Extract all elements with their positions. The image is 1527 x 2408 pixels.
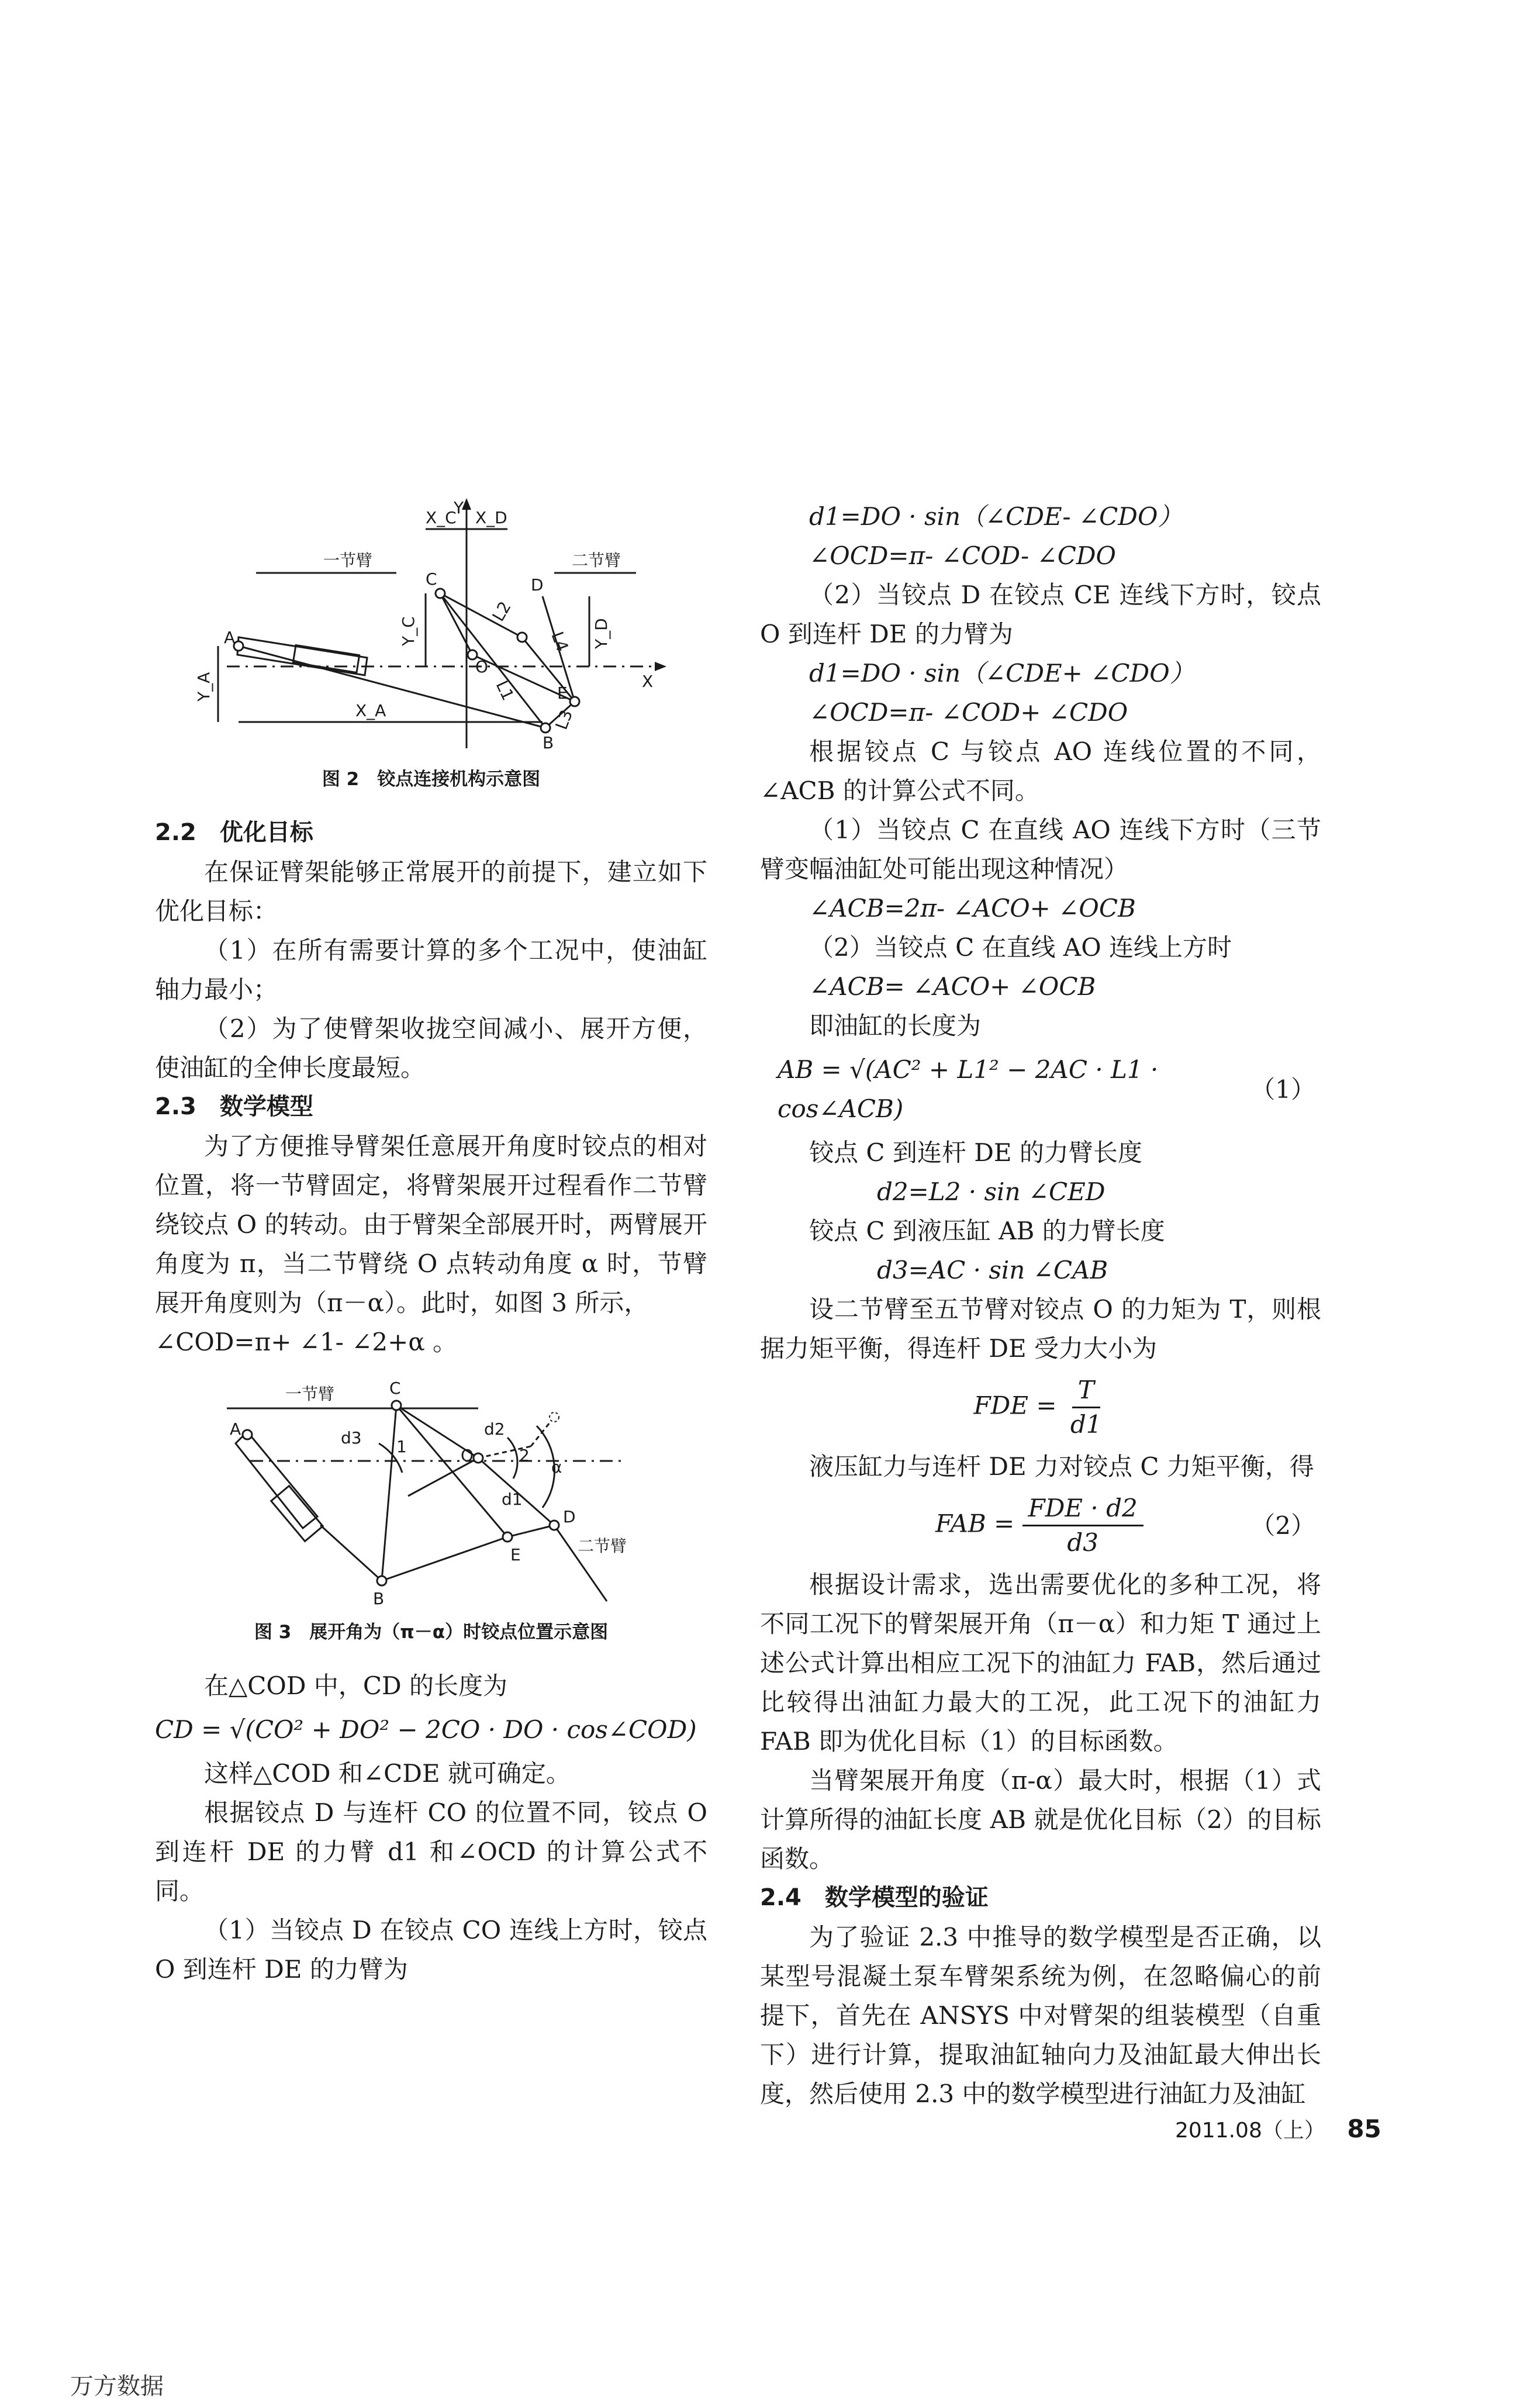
formula-fde [760,1374,1321,1441]
watermark: 万方数据 [70,2373,164,2400]
equation-1-body: AB = √(AC² + L1² − 2AC · L1 · cos∠ACB) [778,1055,1159,1123]
fig2-C: C [425,569,437,589]
fig3-O: O [460,1446,474,1465]
fig2-arm1: 一节臂 [323,551,372,570]
formula: ∠OCD=π- ∠COD+ ∠CDO [809,698,1128,727]
left-paragraph: （1）在所有需要计算的多个工况中，使油缸轴力最小； [155,936,707,1004]
fig2-arm2: 二节臂 [571,551,621,570]
fig3-C: C [389,1379,401,1398]
right-paragraph: 根据铰点 C 与铰点 AO 连线位置的不同，∠ACB 的计算公式不同。 [760,737,1321,805]
left-paragraph: ∠COD=π+ ∠1- ∠2+α 。 [155,1328,458,1356]
left-paragraph: 在保证臂架能够正常展开的前提下，建立如下优化目标： [155,858,707,925]
equation-2-number: （2） [1250,1511,1315,1540]
formula-cd: CD = √(CO² + DO² − 2CO · DO · cos∠COD) [155,1715,697,1744]
left-paragraph: （2）为了使臂架收拢空间减小、展开方便，使油缸的全伸长度最短。 [155,1014,707,1082]
fig3-arm2: 二节臂 [577,1536,627,1556]
page-footer [1175,2114,1381,2144]
fig3-alpha: α [551,1457,562,1477]
fig2-l3: L3 [551,707,576,733]
fig2-l4: L4 [547,629,572,654]
fab-numerator: FDE · d2 [1022,1492,1143,1526]
fab-fraction [1022,1492,1143,1559]
figure-2-caption: 图 2 铰点连接机构示意图 [322,769,541,790]
fde-fraction [1065,1374,1108,1441]
fig2-yc: Y_C [398,616,418,646]
fig2-l2: L2 [488,598,515,625]
figure-2 [192,497,671,754]
fig2-A: A [223,628,235,647]
fig3-B: B [372,1589,384,1607]
issue-date: 2011.08（上） [1175,2119,1325,2143]
right-paragraph: （2）当铰点 D 在铰点 CE 连线下方时，铰点 O 到连杆 DE 的力臂为 [760,581,1321,648]
right-column [760,497,1321,2113]
fig2-O: O [475,657,488,676]
equation-2 [760,1492,1321,1559]
formula: d3=AC · sin ∠CAB [877,1256,1108,1284]
fig3-d1: d1 [501,1490,523,1509]
fig3-arm1: 一节臂 [285,1384,334,1404]
formula: ∠ACB= ∠ACO+ ∠OCB [809,972,1096,1001]
left-paragraph: 这样△COD 和∠CDE 就可确定。 [204,1759,571,1788]
equation-1 [760,1050,1321,1128]
fab-expression [935,1492,1143,1559]
right-paragraph: 设二节臂至五节臂对铰点 O 的力矩为 T，则根据力矩平衡，得连杆 DE 受力大小为 [760,1295,1321,1363]
fig3-D: D [562,1507,576,1526]
equation-1-number: （1） [1250,1075,1315,1104]
fig2-xd: X_D [475,508,507,527]
left-column [155,497,707,1989]
right-paragraph: 铰点 C 到液压缸 AB 的力臂长度 [809,1217,1165,1245]
formula: ∠ACB=2π- ∠ACO+ ∠OCB [809,894,1136,923]
fig2-y: Y [453,498,464,517]
section-2-4-title: 2.4 数学模型的验证 [760,1884,989,1911]
section-2-2-title: 2.2 优化目标 [155,819,313,846]
fig2-E: E [557,683,568,703]
fig2-D: D [530,575,544,595]
right-paragraph: 即油缸的长度为 [809,1011,982,1040]
fig3-angle1: 1 [396,1437,407,1456]
figure-3-caption: 图 3 展开角为（π－α）时铰点位置示意图 [254,1622,609,1643]
page-number: 85 [1347,2115,1381,2143]
fig3-angle2: 2 [519,1446,530,1465]
fig2-B: B [542,733,554,752]
left-paragraph: 在△COD 中，CD 的长度为 [204,1671,508,1700]
left-paragraph: 为了方便推导臂架任意展开角度时铰点的相对位置，将一节臂固定，将臂架展开过程看作二节臂绕铰点 O 的转动。由于臂架全部展开时，两臂展开角度为 π，当二节臂绕 O 点转动角度 α 时，节臂展开角度则为（π－α）。此时，如图 3 所示， [155,1132,707,1317]
fig3-d3: d3 [340,1428,362,1447]
fab-lhs: FAB = [935,1509,1015,1538]
right-paragraph: 根据设计需求，选出需要优化的多种工况，将不同工况下的臂架展开角（π－α）和力矩 T 通过上述公式计算出相应工况下的油缸力 FAB，然后通过比较得出油缸力最大的工况，此工况下的油缸力 FAB 即为优化目标（1）的目标函数。 [760,1570,1321,1756]
fig3-d2: d2 [483,1419,505,1439]
fig2-x: X [641,672,653,691]
section-2-3-title: 2.3 数学模型 [155,1093,313,1120]
right-paragraph: （1）当铰点 C 在直线 AO 连线下方时（三节臂变幅油缸处可能出现这种情况） [760,816,1321,883]
fig3-E: E [510,1545,521,1564]
fig2-xa: X_A [355,701,386,720]
left-paragraph: 根据铰点 D 与连杆 CO 的位置不同，铰点 O 到连杆 DE 的力臂 d1 和∠OCD 的计算公式不同。 [155,1798,707,1905]
fig2-yd: Y_D [591,618,611,649]
formula: d1=DO · sin（∠CDE- ∠CDO） [809,502,1183,531]
fde-numerator: T [1072,1374,1100,1408]
formula: d1=DO · sin（∠CDE+ ∠CDO） [809,659,1194,687]
right-paragraph: （2）当铰点 C 在直线 AO 连线上方时 [809,933,1232,962]
fab-denominator: d3 [1067,1528,1098,1557]
formula: d2=L2 · sin ∠CED [877,1177,1105,1206]
fig2-xc: X_C [425,508,457,527]
figure-3 [203,1373,659,1607]
right-paragraph: 铰点 C 到连杆 DE 的力臂长度 [809,1138,1142,1167]
right-paragraph: 当臂架展开角度（π-α）最大时，根据（1）式计算所得的油缸长度 AB 就是优化目标（2）的目标函数。 [760,1766,1321,1873]
right-paragraph: 为了验证 2.3 中推导的数学模型是否正确，以某型号混凝土泵车臂架系统为例，在忽略偏心的前提下，首先在 ANSYS 中对臂架的组装模型（自重下）进行计算，提取油缸轴向力及油缸最大伸出长度，然后使用 2.3 中的数学模型进行油缸力及油缸 [760,1923,1321,2108]
fde-lhs: FDE = [973,1391,1057,1420]
right-paragraph: 液压缸力与连杆 DE 力对铰点 C 力矩平衡，得 [809,1452,1314,1481]
left-paragraph: （1）当铰点 D 在铰点 CO 连线上方时，铰点 O 到连杆 DE 的力臂为 [155,1916,707,1984]
fig3-A: A [229,1419,241,1439]
fde-denominator: d1 [1070,1410,1102,1439]
fig2-l1: L1 [492,678,518,704]
formula: ∠OCD=π- ∠COD- ∠CDO [809,541,1116,570]
fig2-ya: Y_A [194,672,213,702]
